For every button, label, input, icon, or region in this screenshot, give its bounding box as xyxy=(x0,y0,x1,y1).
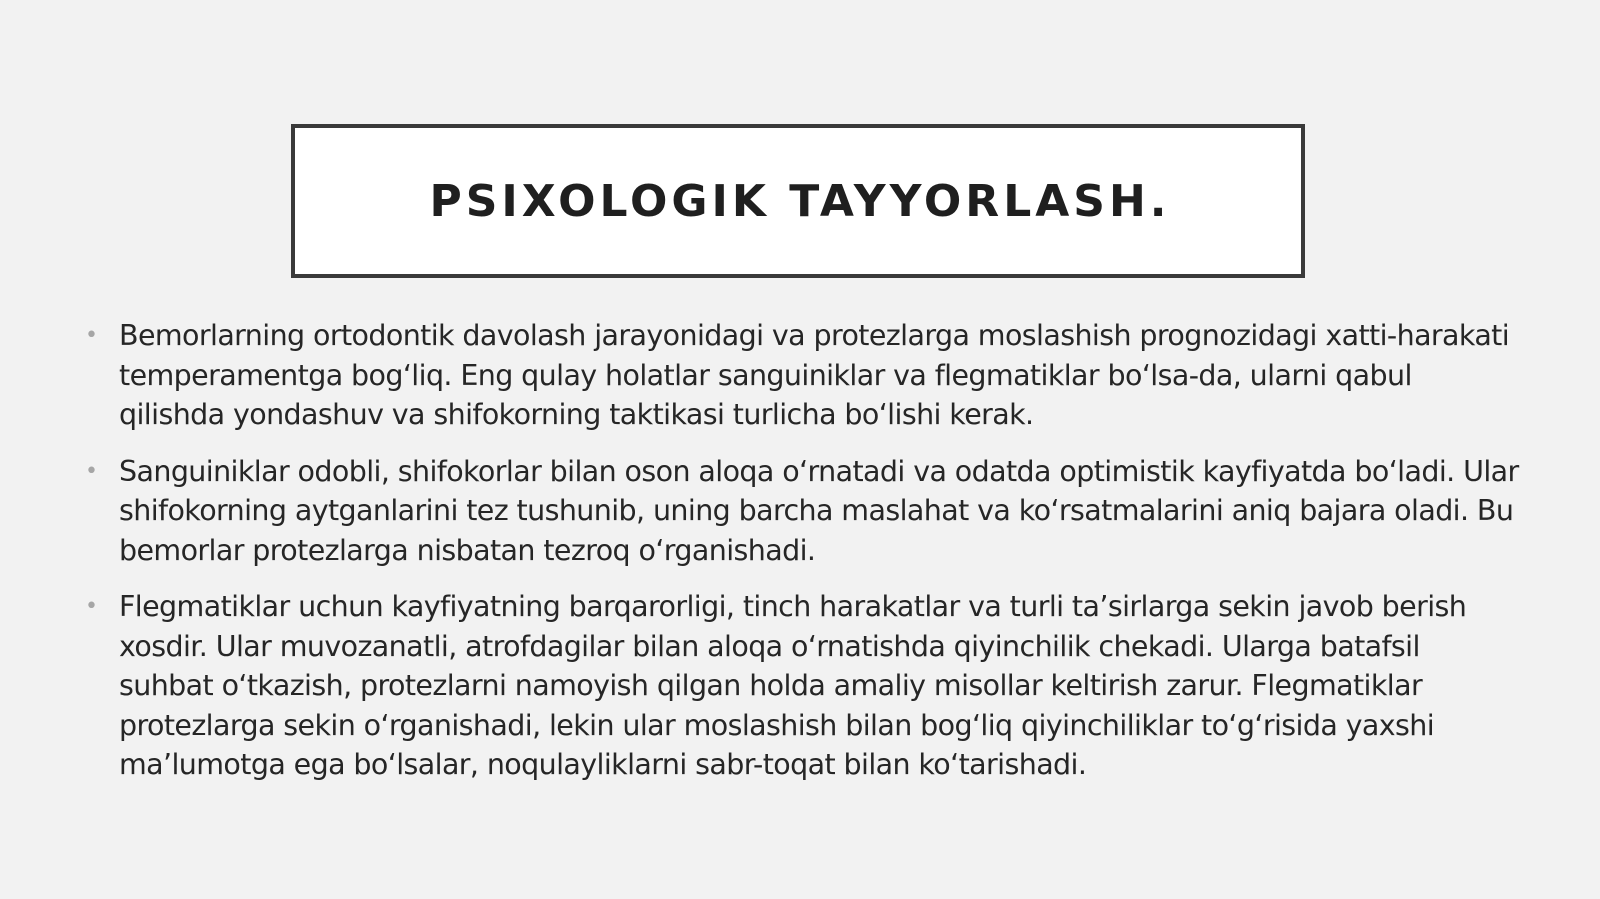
bullet-text: Sanguiniklar odobli, shifokorlar bilan oson aloqa o‘rnatadi va odatda optimistik kayfiyatda bo‘ladi. Ular shifokorning aytganlarini tez tushunib, uning barcha maslahat va ko‘rsatmalarini aniq bajara oladi. Bu bemorlar protezlarga nisbatan tezroq o‘rganishadi. xyxy=(119,454,1519,567)
slide-title: PSIXOLOGIK TAYYORLASH. xyxy=(429,175,1171,227)
bullet-marker: • xyxy=(85,323,98,348)
bullet-item xyxy=(84,587,1524,785)
bullet-text: Bemorlarning ortodontik davolash jarayonidagi va protezlarga moslashish prognozidagi xatti-harakati temperamentga bog‘liq. Eng qulay holatlar sanguiniklar va flegmatiklar bo‘lsa-da, ularni qabul qilishda yondashuv va shifokorning taktikasi turlicha bo‘lishi kerak. xyxy=(119,319,1510,431)
bullet-item xyxy=(84,316,1524,435)
bullet-text: Flegmatiklar uchun kayfiyatning barqarorligi, tinch harakatlar va turli ta’sirlarga sekin javob berish xosdir. Ular muvozanatli, atrofdagilar bilan aloqa o‘rnatishda qiyinchilik chekadi. Ularga batafsil suhbat o‘tkazish, protezlarni namoyish qilgan holda amaliy misollar keltirish zarur. Flegmatiklar protezlarga sekin o‘rganishadi, lekin ular moslashish bilan bog‘liq qiyinchiliklar to‘g‘risida yaxshi ma’lumotga ega bo‘lsalar, noqulayliklarni sabr-toqat bilan ko‘tarishadi. xyxy=(119,590,1467,781)
bullet-list xyxy=(84,316,1524,802)
bullet-marker: • xyxy=(85,594,98,619)
bullet-item xyxy=(84,452,1524,571)
bullet-marker: • xyxy=(85,458,98,484)
title-box xyxy=(291,124,1305,278)
